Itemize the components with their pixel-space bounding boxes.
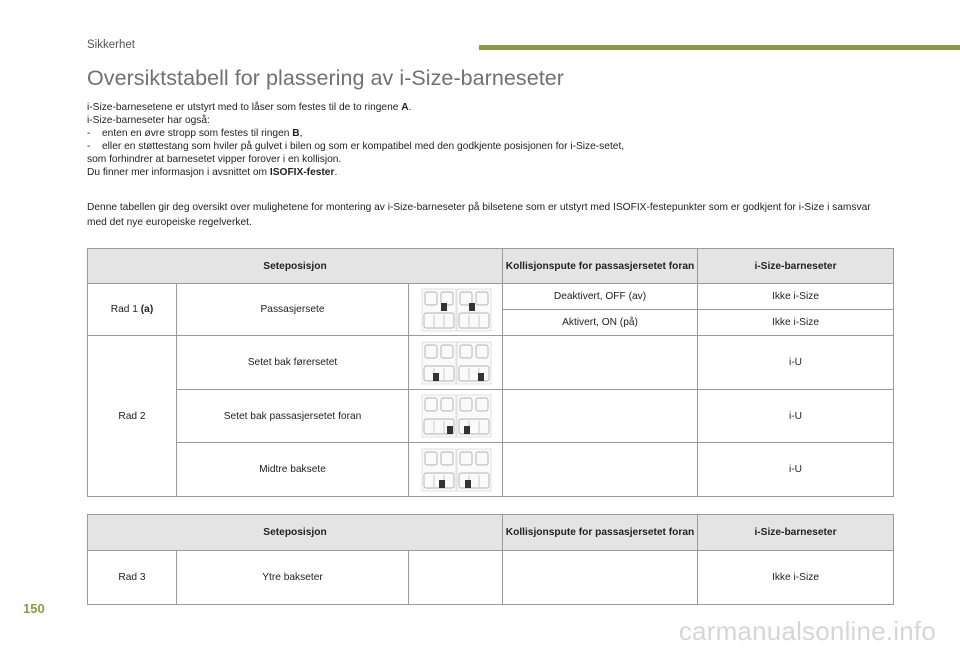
header-seat-position: Seteposisjon	[88, 515, 503, 551]
seat-layout-icon	[409, 390, 503, 443]
intro-line-3: - enten en øvre stropp som festes til ringen B,	[87, 128, 303, 140]
header-isize: i-Size-barneseter	[698, 515, 894, 551]
airbag-state-on: Aktivert, ON (på)	[503, 310, 698, 336]
page-number: 150	[23, 601, 45, 616]
row-label-rad2: Rad 2	[88, 336, 177, 497]
row-label-rad1: Rad 1 (a)	[88, 284, 177, 336]
seat-layout-icon	[409, 443, 503, 497]
seat-layout-icon	[409, 336, 503, 390]
airbag-empty	[503, 390, 698, 443]
seat-behind-driver: Setet bak førersetet	[177, 336, 409, 390]
watermark: carmanualsonline.info	[678, 616, 936, 646]
intro-line-2: i-Size-barneseter har også:	[87, 115, 210, 127]
isize-value: i-U	[698, 336, 894, 390]
intro-text	[87, 101, 887, 180]
row-label-rad3: Rad 3	[88, 551, 177, 605]
isize-value: Ikke i-Size	[698, 551, 894, 605]
seat-passenger: Passasjersete	[177, 284, 409, 336]
isize-value: Ikke i-Size	[698, 310, 894, 336]
seat-layout-cell-empty	[409, 551, 503, 605]
intro-paragraph-2: Denne tabellen gir deg oversikt over mulighetene for montering av i-Size-barneseter på bilsetene som er utstyrt med ISOFIX-festepunkter som er godkjent for i-Size i samsvar med det nye europeiske regelverket.	[87, 202, 871, 228]
airbag-empty	[503, 443, 698, 497]
isize-value: i-U	[698, 390, 894, 443]
section-label: Sikkerhet	[87, 39, 135, 51]
airbag-empty	[503, 551, 698, 605]
isize-table-1	[87, 248, 894, 497]
header-airbag: Kollisjonspute for passasjersetet foran	[503, 515, 698, 551]
seat-behind-passenger: Setet bak passasjersetet foran	[177, 390, 409, 443]
isize-value: i-U	[698, 443, 894, 497]
section-rule	[479, 45, 960, 50]
intro-line-5: som forhindrer at barnesetet vipper forover i en kollisjon.	[87, 154, 342, 166]
isize-value: Ikke i-Size	[698, 284, 894, 310]
intro-line-1: i-Size-barnesetene er utstyrt med to låser som festes til de to ringene A.	[87, 102, 412, 113]
header-seat-position: Seteposisjon	[88, 249, 503, 284]
seat-layout-icon	[409, 284, 503, 336]
intro-line-4: - eller en støttestang som hviler på gulvet i bilen og som er kompatibel med den godkjente posisjonen for i-Size-setet,	[87, 141, 625, 153]
airbag-state-off: Deaktivert, OFF (av)	[503, 284, 698, 310]
intro-line-6: Du finner mer informasjon i avsnittet om ISOFIX-fester.	[87, 167, 338, 179]
page-title: Oversiktstabell for plassering av i-Size-barneseter	[87, 66, 564, 90]
header-isize: i-Size-barneseter	[698, 249, 894, 284]
header-airbag: Kollisjonspute for passasjersetet foran	[503, 249, 698, 284]
seat-rear-middle: Midtre baksete	[177, 443, 409, 497]
airbag-empty	[503, 336, 698, 390]
seat-outer-rear: Ytre bakseter	[177, 551, 409, 605]
isize-table-2	[87, 514, 894, 605]
